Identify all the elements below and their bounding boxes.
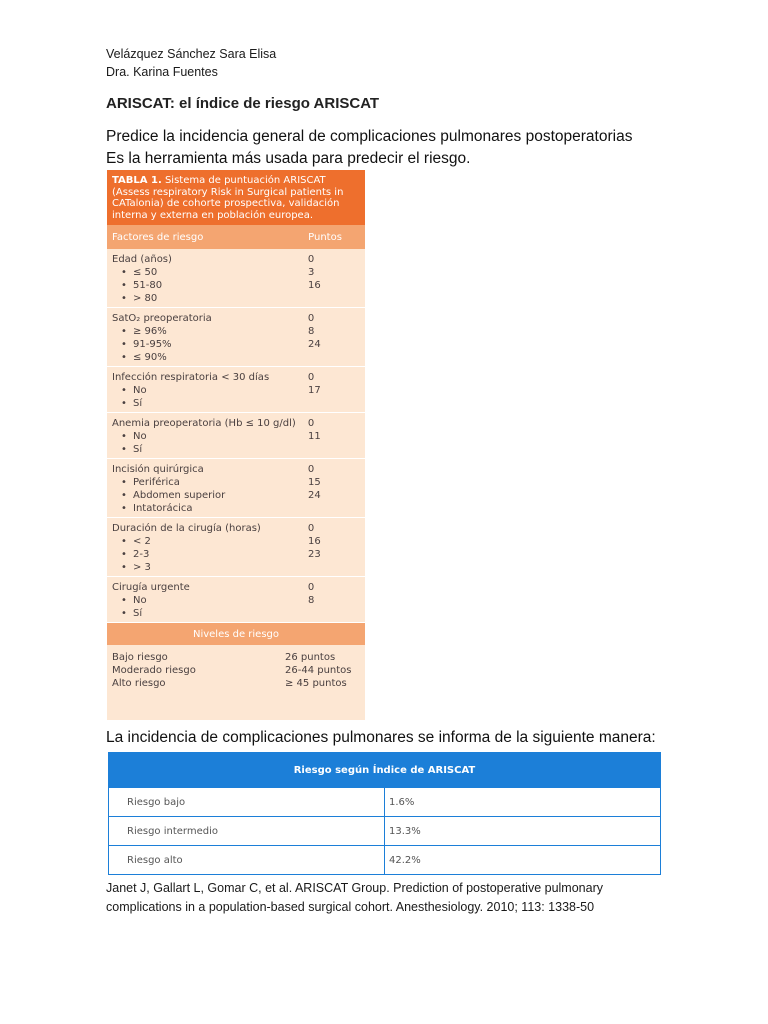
- factor-option: • Sí: [107, 397, 304, 410]
- option-points: 24: [307, 339, 321, 350]
- factor-title: Edad (años): [112, 254, 172, 265]
- factor-option-row: [107, 397, 365, 410]
- factor-option-row: [107, 607, 365, 620]
- factor-title-row: [107, 522, 365, 535]
- factor-option-row: [107, 338, 365, 351]
- factor-title-row: [107, 312, 365, 325]
- intro-line: Es la herramienta más usada para predecir el riesgo.: [106, 150, 471, 167]
- risk-value: 42.2%: [385, 846, 661, 875]
- option-points: [304, 351, 365, 364]
- factor-title-row: [107, 417, 365, 430]
- factor-points: 0: [307, 464, 315, 475]
- reference: [106, 879, 603, 916]
- risk-level-value: 26 puntos: [285, 652, 336, 663]
- table-header-row: [107, 225, 365, 249]
- table-row: [109, 817, 661, 846]
- risk-factor-group: [107, 249, 365, 308]
- factor-option: • Sí: [107, 443, 304, 456]
- factor-option-row: [107, 476, 365, 489]
- factor-option-row: [107, 351, 365, 364]
- factor-option-row: [107, 384, 365, 397]
- factor-title: Anemia preoperatoria (Hb ≤ 10 g/dl): [112, 418, 296, 429]
- factor-option-row: [107, 292, 365, 305]
- option-points: [304, 561, 365, 574]
- risk-level-row: [107, 664, 365, 677]
- authors: [106, 45, 276, 81]
- author-name: Velázquez Sánchez Sara Elisa: [106, 47, 277, 61]
- factor-option: • 91-95%: [107, 338, 304, 351]
- factor-option-row: [107, 594, 365, 607]
- factor-option-row: [107, 489, 365, 502]
- risk-label: Riesgo intermedio: [109, 817, 385, 846]
- risk-level-label: Alto riesgo: [112, 678, 166, 689]
- levels-header: Niveles de riesgo: [107, 623, 365, 645]
- factor-option: • Sí: [107, 607, 304, 620]
- option-points: 8: [307, 326, 315, 337]
- factor-title: Cirugía urgente: [112, 582, 190, 593]
- risk-value: 13.3%: [385, 817, 661, 846]
- risk-level-value: ≥ 45 puntos: [285, 678, 347, 689]
- factor-option-row: [107, 548, 365, 561]
- incidence-table: [108, 752, 661, 875]
- factor-option-row: [107, 502, 365, 515]
- risk-factor-group: [107, 367, 365, 413]
- factor-option: • Abdomen superior: [107, 489, 304, 502]
- option-points: [304, 292, 365, 305]
- factor-points: 0: [307, 523, 315, 534]
- risk-level-row: [107, 651, 365, 664]
- factor-option-row: [107, 535, 365, 548]
- factor-option-row: [107, 266, 365, 279]
- option-points: 16: [307, 280, 321, 291]
- risk-level-value: 26-44 puntos: [285, 665, 352, 676]
- factor-points: 0: [307, 582, 315, 593]
- table-row: [109, 788, 661, 817]
- factor-title-row: [107, 463, 365, 476]
- risk-level-label: Moderado riesgo: [112, 665, 196, 676]
- header-factor: Factores de riesgo: [112, 231, 204, 243]
- risk-label: Riesgo alto: [109, 846, 385, 875]
- factor-option: • 2-3: [107, 548, 304, 561]
- factor-option: • 51-80: [107, 279, 304, 292]
- factor-option: • ≥ 96%: [107, 325, 304, 338]
- table-caption: [107, 170, 365, 225]
- reference-line: complications in a population-based surgical cohort. Anesthesiology. 2010; 113: 1338-50: [106, 899, 595, 914]
- factor-points: 0: [307, 254, 315, 265]
- factor-option-row: [107, 279, 365, 292]
- option-points: [304, 502, 365, 515]
- factor-option-row: [107, 430, 365, 443]
- advisor-name: Dra. Karina Fuentes: [106, 65, 218, 79]
- factor-title-row: [107, 253, 365, 266]
- table-caption-text: Sistema de puntuación ARISCAT (Assess respiratory Risk in Surgical patients in CATalonia) de cohorte prospectiva, validación interna y externa en población europea.: [112, 175, 344, 221]
- factor-points: 0: [307, 372, 315, 383]
- factor-option-row: [107, 443, 365, 456]
- factor-title: Duración de la cirugía (horas): [112, 523, 261, 534]
- option-points: 24: [307, 490, 321, 501]
- factor-title: Infección respiratoria < 30 días: [112, 372, 270, 383]
- factor-title: Incisión quirúrgica: [112, 464, 204, 475]
- reference-line: Janet J, Gallart L, Gomar C, et al. ARISCAT Group. Prediction of postoperative pulmonary: [106, 881, 603, 895]
- risk-factor-group: [107, 413, 365, 459]
- factor-option: • > 80: [107, 292, 304, 305]
- factor-option-row: [107, 561, 365, 574]
- factor-option-row: [107, 325, 365, 338]
- ariscat-scoring-table: [107, 170, 365, 720]
- option-points: 11: [307, 431, 321, 442]
- option-points: [304, 397, 365, 410]
- option-points: [304, 607, 365, 620]
- intro-text: [106, 126, 632, 170]
- risk-value: 1.6%: [385, 788, 661, 817]
- option-points: 17: [307, 385, 321, 396]
- factor-title-row: [107, 581, 365, 594]
- risk-level-row: [107, 677, 365, 690]
- factor-option: • No: [107, 384, 304, 397]
- risk-factor-group: [107, 308, 365, 367]
- option-points: 15: [307, 477, 321, 488]
- factor-title: SatO₂ preoperatoria: [112, 313, 212, 324]
- risk-factor-group: [107, 459, 365, 518]
- option-points: 23: [307, 549, 321, 560]
- risk-levels: [107, 645, 365, 690]
- factor-title-row: [107, 371, 365, 384]
- table-caption-label: TABLA 1.: [112, 175, 162, 186]
- intro-line: Predice la incidencia general de complicaciones pulmonares postoperatorias: [106, 128, 633, 145]
- factor-points: 0: [307, 418, 315, 429]
- incidence-intro: La incidencia de complicaciones pulmonares se informa de la siguiente manera:: [106, 729, 656, 746]
- factor-option: • No: [107, 594, 304, 607]
- factor-option: • ≤ 50: [107, 266, 304, 279]
- incidence-header-row: [109, 753, 661, 788]
- factor-option: • Periférica: [107, 476, 304, 489]
- risk-level-label: Bajo riesgo: [112, 652, 168, 663]
- option-points: [304, 443, 365, 456]
- incidence-header: Riesgo según Índice de ARISCAT: [109, 753, 661, 788]
- factor-option: • < 2: [107, 535, 304, 548]
- factor-option: • Intatorácica: [107, 502, 304, 515]
- table-row: [109, 846, 661, 875]
- risk-label: Riesgo bajo: [109, 788, 385, 817]
- risk-factor-group: [107, 577, 365, 623]
- option-points: 3: [307, 267, 315, 278]
- risk-factor-groups: [107, 249, 365, 623]
- option-points: 16: [307, 536, 321, 547]
- factor-option: • > 3: [107, 561, 304, 574]
- factor-points: 0: [307, 313, 315, 324]
- header-points: Puntos: [308, 231, 342, 243]
- document-heading: ARISCAT: el índice de riesgo ARISCAT: [106, 95, 380, 112]
- option-points: 8: [307, 595, 315, 606]
- factor-option: • No: [107, 430, 304, 443]
- risk-factor-group: [107, 518, 365, 577]
- factor-option: • ≤ 90%: [107, 351, 304, 364]
